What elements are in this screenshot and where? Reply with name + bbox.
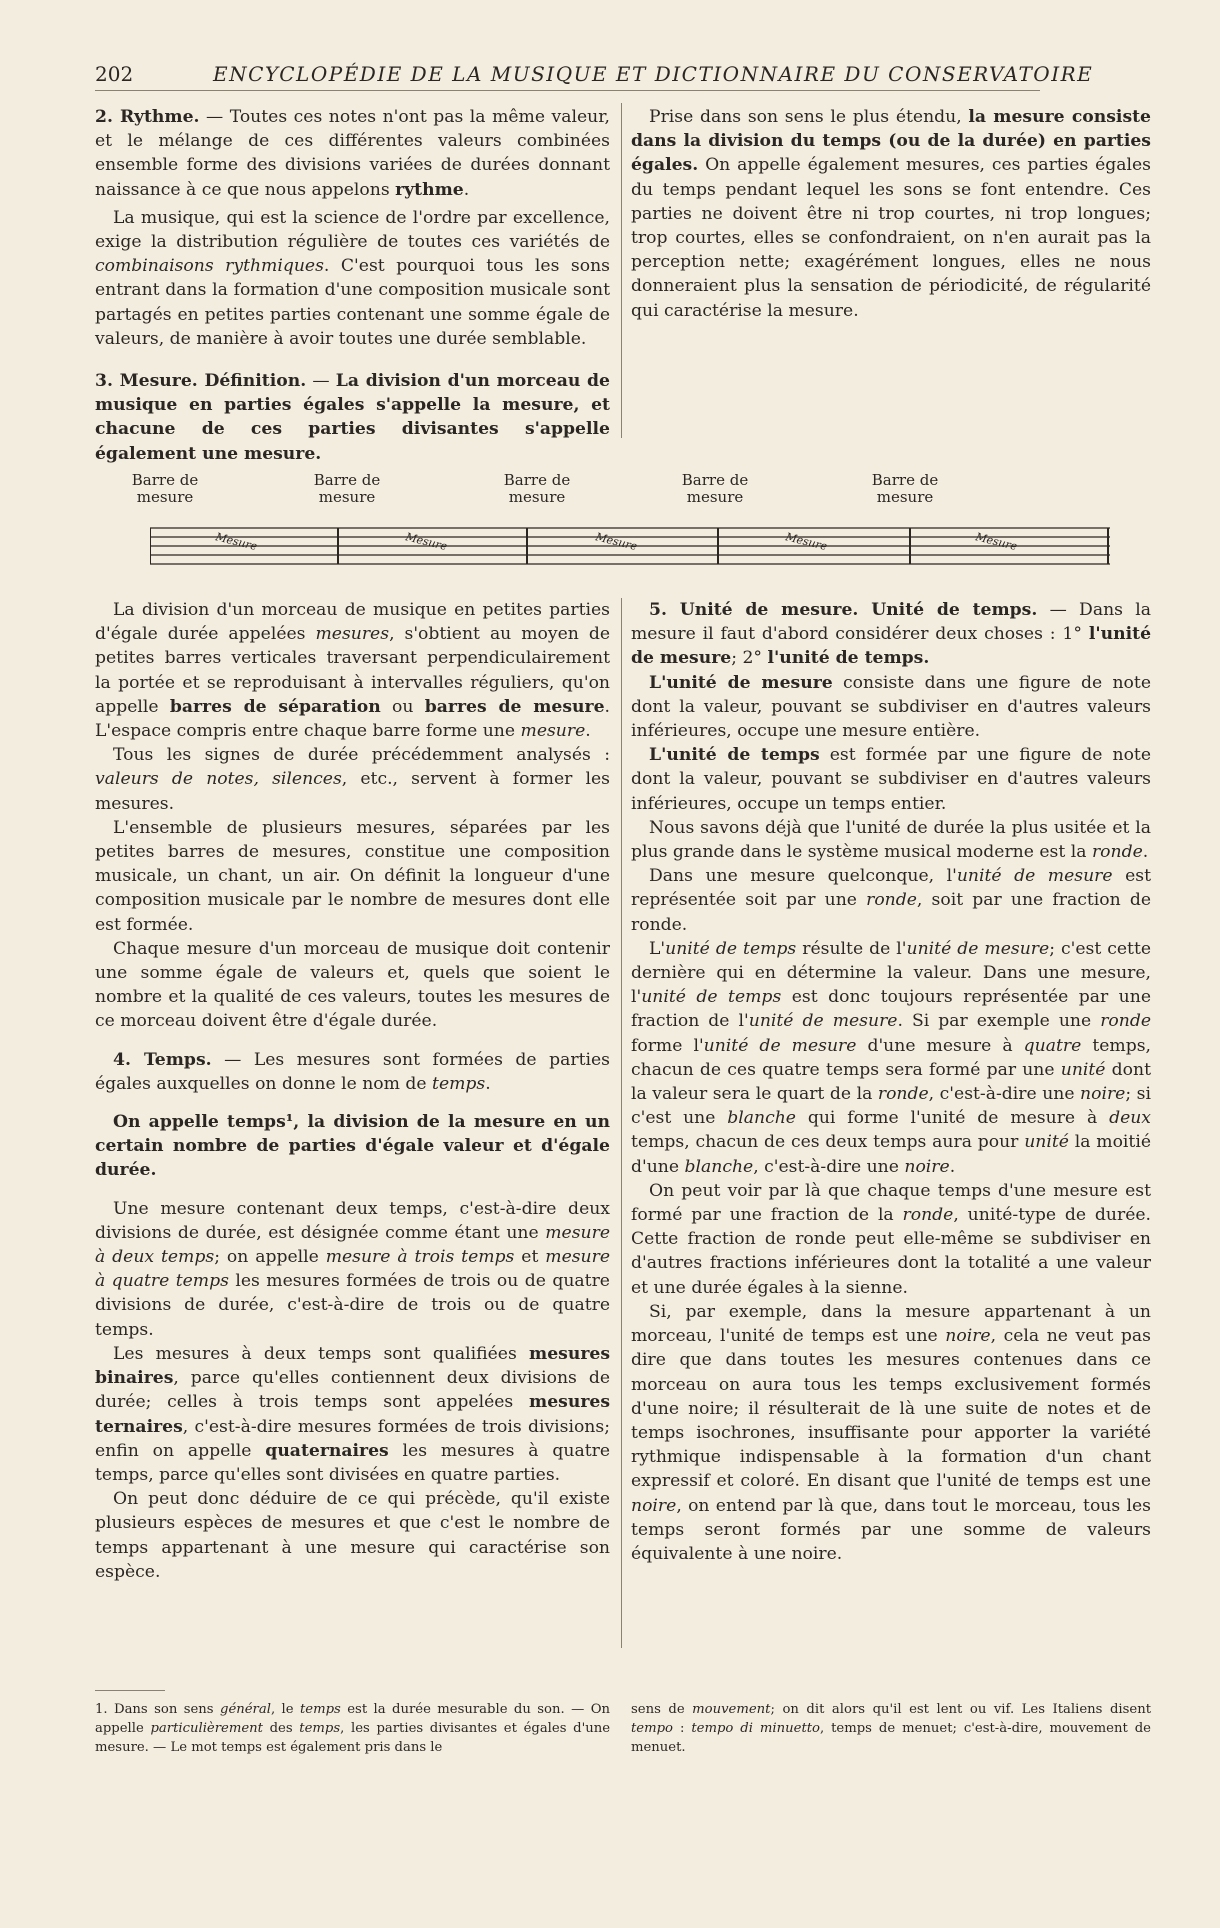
paragraph: L'unité de temps est formée par une figure de note dont la valeur, pouvant se subdiviser en d'autres valeurs inférieures, occupe un temps entier. [631,745,1151,814]
column-rule [621,598,622,1648]
paragraph: Prise dans son sens le plus étendu, la mesure consiste dans la division du temps (ou de la durée) en parties égales. On appelle également mesures, ces parties égales du temps pendant lequel les sons se font entendre. Ces parties ne doivent être ni trop courtes, ni trop longues; trop courtes, elles se confondraient, on n'en aurait pas la perception nette; exagérément longues, elles ne nous donneraient plus la sensation de périodicité, de régularité qui caractérise la mesure. [631,107,1151,321]
paragraph: On peut donc déduire de ce qui précède, qu'il existe plusieurs espèces de mesures et que c'est le nombre de temps appartenant à une mesure qui caractérise son espèce. [95,1489,610,1582]
bar-label: Barre de mesure [871,471,939,506]
top-left-column [95,105,610,466]
main-right-column [631,598,1151,1566]
paragraph: Les mesures à deux temps sont qualifiées mesures binaires, parce qu'elles contiennent deux divisions de durée; celles à trois temps sont appelées mesures ternaires, c'est-à-dire mesures formées de trois divisions; enfin on appelle quaternaires les mesures à quatre temps, parce qu'elles sont divisées en quatre parties. [95,1343,610,1485]
paragraph: L'unité de mesure consiste dans une figure de note dont la valeur, pouvant se subdiviser en d'autres valeurs inférieures, occupe une mesure entière. [631,672,1151,742]
paragraph: La division d'un morceau de musique en petites parties d'égale durée appelées mesures, s'obtient au moyen de petites barres verticales traversant perpendiculairement la portée et se reproduisant à intervalles réguliers, qu'on appelle barres de séparation ou barres de mesure. L'espace compris entre chaque barre forme une mesure. [95,600,610,742]
measure-label: Mesure [404,530,449,554]
bar-label: Barre de mesure [503,471,571,506]
paragraph: On appelle temps¹, la division de la mesure en un certain nombre de parties d'égale valeur et d'égale durée. [95,1112,610,1181]
paragraph: Tous les signes de durée précédemment analysés : valeurs de notes, silences, etc., servent à former les mesures. [95,745,610,814]
paragraph: Chaque mesure d'un morceau de musique doit contenir une somme égale de valeurs et, quels que soient le nombre et la qualité de ces valeurs, toutes les mesures de ce morceau doivent être d'égale durée. [95,938,610,1032]
measure-label: Mesure [784,530,829,554]
footnote-rule [95,1690,165,1691]
paragraph: 2. Rythme. — Toutes ces notes n'ont pas la même valeur, et le mélange de ces différentes valeurs combinées ensemble forme des divisions variées de durées donnant naissance à ce que nous appelons rythme. [95,107,610,200]
page-number: 202 [95,62,134,86]
staff-figure [120,472,1110,597]
paragraph: Une mesure contenant deux temps, c'est-à-dire deux divisions de durée, est désignée comme étant une mesure à deux temps; on appelle mesure à trois temps et mesure à quatre temps les mesures formées de trois ou de quatre divisions de durée, c'est-à-dire de trois ou de quatre temps. [95,1198,611,1340]
paragraph: 5. Unité de mesure. Unité de temps. — Dans la mesure il faut d'abord considérer deux choses : 1° l'unité de mesure; 2° l'unité de temps. [631,600,1151,669]
paragraph: 4. Temps. — Les mesures sont formées de parties égales auxquelles on donne le nom de temps. [95,1049,610,1094]
measure-label: Mesure [594,530,639,554]
paragraph: Si, par exemple, dans la mesure appartenant à un morceau, l'unité de temps est une noire, cela ne veut pas dire que dans toutes les mesures contenues dans ce morceau on aura tous les temps exclusivement formés d'une noire; il résulterait de là une suite de notes et de temps isochrones, insuffisante pour apporter la variété rythmique indispensable à la formation d'un chant expressif et coloré. En disant que l'unité de temps est une noire, on entend par là que, dans tout le morceau, tous les temps seront formés par une somme de valeurs équivalente à une noire. [631,1301,1151,1564]
bar-label: Barre de mesure [313,471,381,506]
paragraph: On peut voir par là que chaque temps d'une mesure est formé par une fraction de la ronde, unité-type de durée. Cette fraction de ronde peut elle-même se subdiviser en d'autres fractions inférieures dont la totalité a une valeur et une durée égales à la sienne. [631,1180,1151,1298]
bar-label: Barre de mesure [681,471,749,506]
main-left-column [95,598,610,1584]
paragraph: L'ensemble de plusieurs mesures, séparées par les petites barres de mesures, constitue une composition musicale, un chant, un air. On définit la longueur d'une composition musicale par le nombre de mesures dont elle est formée. [95,817,610,935]
footnote-continued: sens de mouvement; on dit alors qu'il est lent ou vif. Les Italiens disent tempo : tempo di minuetto, temps de menuet; c'est-à-dire, mouvement de menuet. [631,1702,1151,1755]
paragraph: Dans une mesure quelconque, l'unité de mesure est représentée soit par une ronde, soit par une fraction de ronde. [631,866,1152,935]
measure-label: Mesure [974,530,1019,554]
top-right-column [631,105,1151,323]
page-header [95,62,1094,91]
paragraph: Nous savons déjà que l'unité de durée la plus usitée et la plus grande dans le système musical moderne est la ronde. [631,817,1151,863]
bar-label: Barre de mesure [131,471,199,506]
paragraph: L'unité de temps résulte de l'unité de mesure; c'est cette dernière qui en détermine la valeur. Dans une mesure, l'unité de temps est donc toujours représentée par une fraction de l'unité de mesure. Si par exemple une ronde forme l'unité de mesure d'une mesure à quatre temps, chacun de ces quatre temps sera formé par une unité dont la valeur sera le quart de la ronde, c'est-à-dire une noire; si c'est une blanche qui forme l'unité de mesure à deux temps, chacun de ces deux temps aura pour unité la moitié d'une blanche, c'est-à-dire une noire. [631,938,1152,1177]
paragraph: La musique, qui est la science de l'ordre par excellence, exige la distribution régulière de toutes ces variétés de combinaisons rythmiques. C'est pourquoi tous les sons entrant dans la formation d'une composition musicale sont partagés en petites parties contenant une somme égale de valeurs, de manière à avoir toutes une durée semblable. [95,207,610,349]
measure-label: Mesure [214,530,259,554]
running-title: ENCYCLOPÉDIE DE LA MUSIQUE ET DICTIONNAIRE DU CONSERVATOIRE [213,62,1094,86]
footnote: 1. Dans son sens général, le temps est la durée mesurable du son. — On appelle particulièrement des temps, les parties divisantes et égales d'une mesure. — Le mot temps est également pris dans le [95,1702,611,1755]
staff-lines [150,522,1110,574]
paragraph: 3. Mesure. Définition. — La division d'un morceau de musique en parties égales s'appelle la mesure, et chacune de ces parties divisantes s'appelle également une mesure. [95,371,610,464]
column-rule [621,103,622,438]
